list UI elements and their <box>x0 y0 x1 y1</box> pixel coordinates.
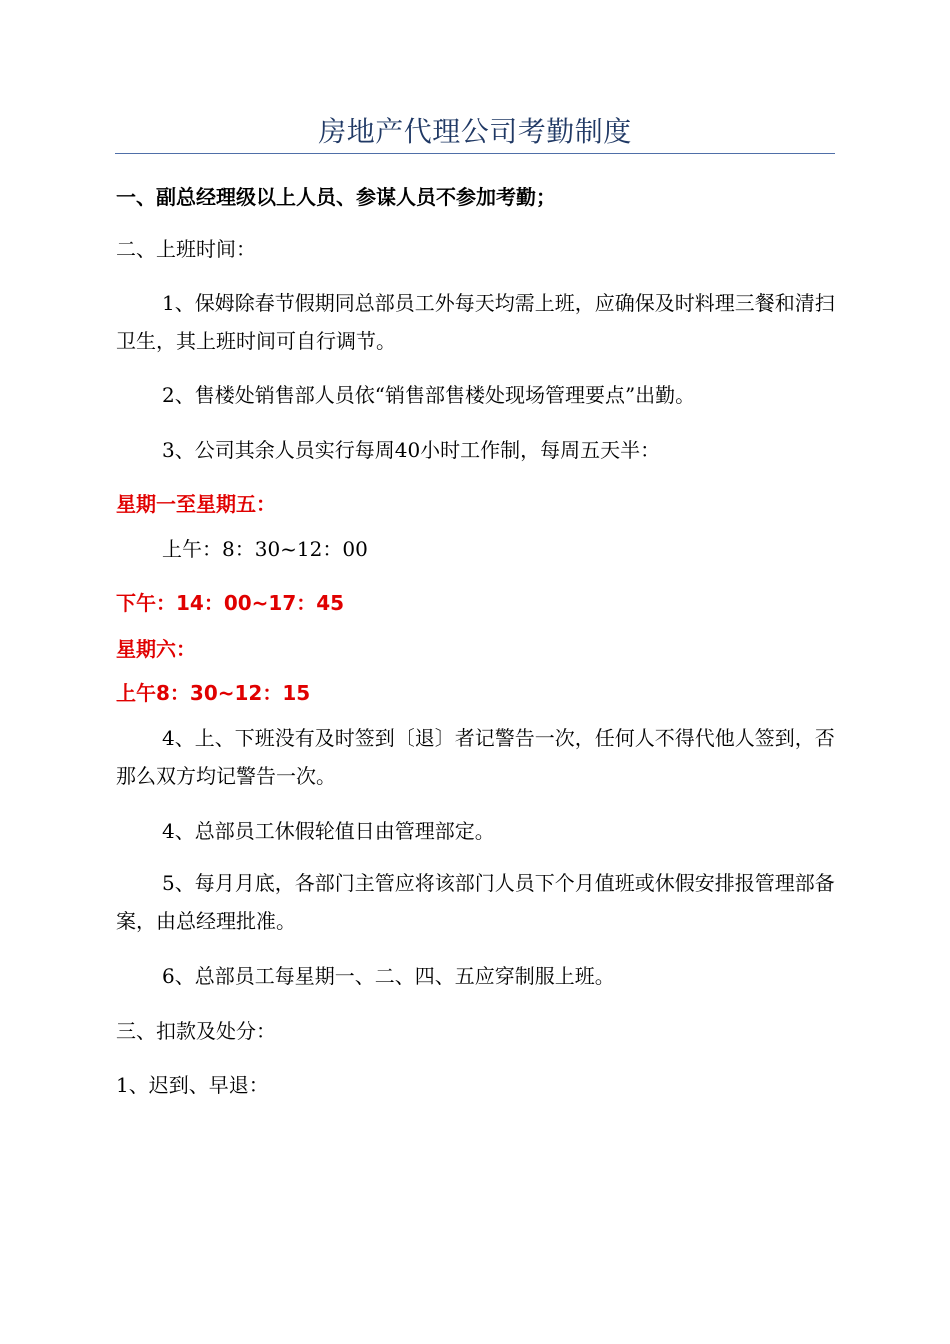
section2-heading: 二、上班时间： <box>116 237 256 261</box>
item-5-paragraph: 5、每月月底，各部门主管应将该部门人员下个月值班或休假安排报管理部备案，由总经理批准。 <box>116 871 835 933</box>
section1-heading: 一、副总经理级以上人员、参谋人员不参加考勤； <box>116 185 556 209</box>
item-4b-paragraph: 4、总部员工休假轮值日由管理部定。 <box>162 819 495 843</box>
item-3-paragraph: 3、公司其余人员实行每周40小时工作制，每周五天半： <box>162 438 661 462</box>
item-1-paragraph: 1、保姆除春节假期同总部员工外每天均需上班，应确保及时料理三餐和清扫卫生，其上班时间可自行调节。 <box>116 291 835 353</box>
item-4a-paragraph: 4、上、下班没有及时签到〔退〕者记警告一次，任何人不得代他人签到，否那么双方均记警告一次。 <box>116 726 835 788</box>
weekday-label: 星期一至星期五： <box>116 492 276 516</box>
document-title: 房地产代理公司考勤制度 <box>318 115 632 148</box>
weekday-afternoon-hours: 下午：14：00~17：45 <box>116 591 345 615</box>
item-6-paragraph: 6、总部员工每星期一、二、四、五应穿制服上班。 <box>162 964 615 988</box>
item-2-paragraph: 2、售楼处销售部人员依“销售部售楼处现场管理要点”出勤。 <box>162 383 696 407</box>
weekday-morning-hours: 上午：8：30~12：00 <box>162 537 368 561</box>
section3-item-1: 1、迟到、早退： <box>116 1073 269 1097</box>
saturday-morning-hours: 上午8：30~12：15 <box>116 681 311 705</box>
section3-heading: 三、扣款及处分： <box>116 1019 276 1043</box>
title-underline <box>115 153 835 154</box>
saturday-label: 星期六： <box>116 637 196 661</box>
